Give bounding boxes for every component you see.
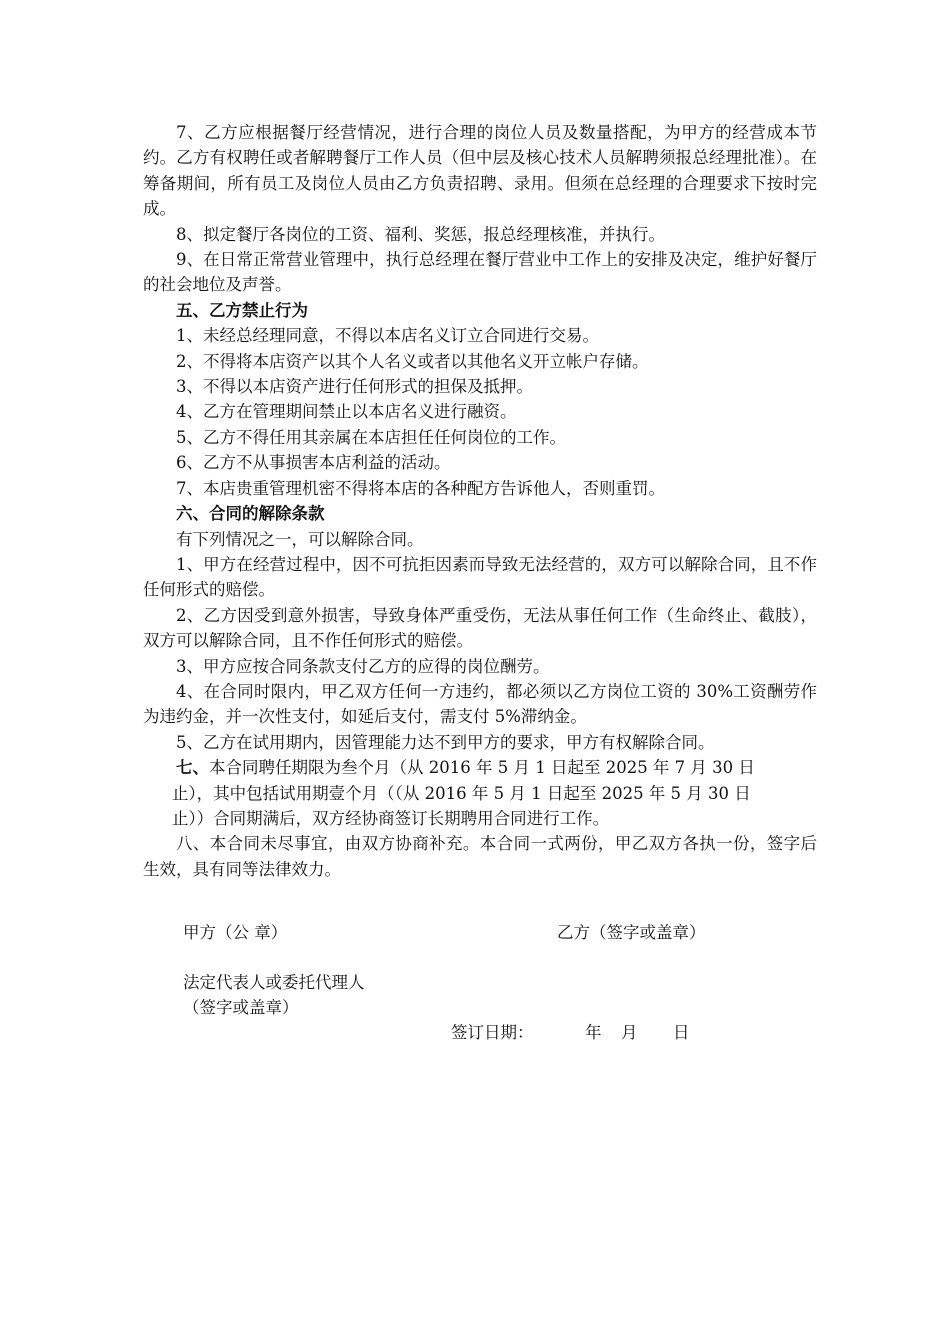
clause-6-1: 1、甲方在经营过程中，因不可抗拒因素而导致无法经营的，双方可以解除合同，且不作任何形式的赔偿。: [143, 554, 817, 600]
party-a-seal: 甲方（公 章）: [183, 923, 288, 942]
clause-5-1: 1、未经总经理同意，不得以本店名义订立合同进行交易。: [176, 326, 599, 346]
representative-label: 法定代表人或委托代理人: [183, 973, 365, 992]
section-7-line-2: 止），其中包括试用期壹个月（（从 2016 年 5 月 1 日起至 2025 年 5 月 30 日: [171, 783, 751, 803]
signing-date-year: 年: [585, 1023, 602, 1042]
clause-5-5: 5、乙方不得任用其亲属在本店担任任何岗位的工作。: [176, 427, 566, 447]
clause-6-4: 4、在合同时限内，甲乙双方任何一方违约，都必须以乙方岗位工资的 30%工资酬劳作为违约金，并一次性支付，如延后支付，需支付 5%滞纳金。: [143, 681, 817, 727]
clause-5-2: 2、不得将本店资产以其个人名义或者以其他名义开立帐户存储。: [176, 351, 649, 371]
contract-body: [143, 120, 817, 882]
section-6-heading: 六、合同的解除条款: [176, 504, 325, 524]
clause-5-6: 6、乙方不从事损害本店利益的活动。: [176, 453, 451, 473]
clause-4-7: 7、乙方应根据餐厅经营情况，进行合理的岗位人员及数量搭配，为甲方的经营成本节约。乙方有权聘任或者解聘餐厅工作人员（但中层及核心技术人员解聘须报总经理批准）。在筹备期间，所有员工及岗位人员由乙方负责招聘、录用。但须在总经理的合理要求下按时完成。: [143, 123, 817, 219]
section-7-line-1: 本合同聘任期限为叁个月（从 2016 年 5 月 1 日起至 2025 年 7 月 30 日: [209, 758, 755, 778]
clause-5-3: 3、不得以本店资产进行任何形式的担保及抵押。: [176, 377, 533, 397]
signing-date-label: 签订日期：: [451, 1023, 534, 1042]
clause-6-2: 2、乙方因受到意外损害，导致身体严重受伤，无法从事任何工作（生命终止、截肢），双方可以解除合同，且不作任何形式的赔偿。: [143, 605, 817, 651]
party-b-signature: 乙方（签字或盖章）: [557, 923, 706, 942]
clause-5-4: 4、乙方在管理期间禁止以本店名义进行融资。: [176, 402, 517, 422]
clause-6-5: 5、乙方在试用期内，因管理能力达不到甲方的要求，甲方有权解除合同。: [176, 732, 715, 752]
section-7: [143, 755, 817, 831]
section-5-heading: 五、乙方禁止行为: [176, 300, 308, 320]
signing-date-day: 日: [673, 1023, 690, 1042]
section-8: 八、本合同未尽事宜，由双方协商补充。本合同一式两份，甲乙双方各执一份，签字后生效，具有同等法律效力。: [143, 834, 817, 879]
signing-date-month: 月: [621, 1023, 638, 1042]
signing-date: [451, 1021, 690, 1045]
representative-signature-note: （签字或盖章）: [183, 998, 299, 1017]
section-7-label: 七、: [176, 758, 209, 778]
clause-6-3: 3、甲方应按合同条款支付乙方的应得的岗位酬劳。: [176, 656, 550, 676]
section-7-line-3: 止））合同期满后，双方经协商签订长期聘用合同进行工作。: [171, 808, 610, 828]
clause-4-8: 8、拟定餐厅各岗位的工资、福利、奖惩，报总经理核准，并执行。: [176, 224, 665, 244]
section-6-intro: 有下列情况之一，可以解除合同。: [176, 529, 424, 549]
clause-5-7: 7、本店贵重管理机密不得将本店的各种配方告诉他人，否则重罚。: [176, 478, 665, 498]
clause-4-9: 9、在日常正常营业管理中，执行总经理在餐厅营业中工作上的安排及决定，维护好餐厅的社会地位及声誉。: [143, 250, 817, 295]
